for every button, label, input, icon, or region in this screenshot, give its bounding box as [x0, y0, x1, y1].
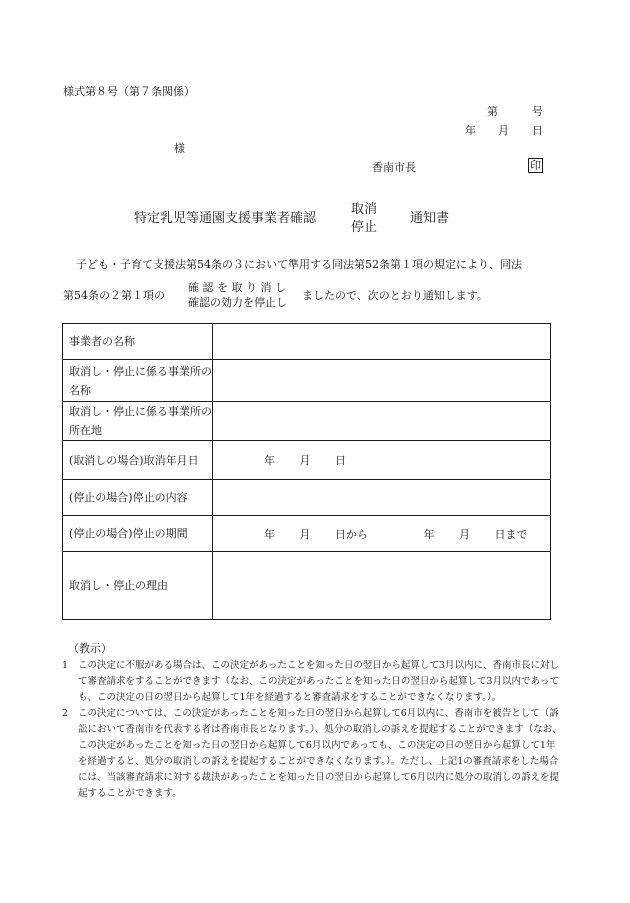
cancel-day-label: 日	[335, 454, 346, 467]
doc-no-prefix: 第	[487, 105, 498, 118]
value-cancel-date[interactable]	[213, 441, 551, 480]
cancel-month-label: 月	[299, 454, 311, 467]
title-option-suspend: 停止	[351, 220, 378, 235]
row-label-facility-address: 取消し・停止に係る事業所の所在地	[63, 402, 213, 441]
title-main: 特定乳児等通園支援事業者確認	[134, 211, 317, 226]
value-facility-address[interactable]	[213, 402, 551, 441]
date-month: 月	[498, 124, 509, 137]
value-facility-name[interactable]	[213, 360, 551, 402]
choice-cancel: 確 認 を 取 り 消 し	[188, 281, 286, 294]
period-end-month-label: 月	[459, 527, 470, 541]
instruction-item	[62, 658, 562, 706]
date-day: 日	[532, 124, 543, 137]
value-business-name[interactable]	[213, 324, 551, 360]
body-line-2-prefix: 第54条の２第１項の	[63, 289, 165, 302]
table-row	[63, 516, 551, 552]
instruction-number: 1	[62, 660, 69, 671]
row-label-facility-name: 取消し・停止に係る事業所の名称	[63, 360, 213, 402]
period-start-day-label: 日から	[335, 527, 368, 541]
period-end-year-label: 年	[423, 527, 435, 541]
row-label-reason: 取消し・停止の理由	[63, 552, 213, 620]
table-row	[63, 360, 551, 402]
table-row	[63, 402, 551, 441]
table-row	[63, 480, 551, 516]
issuer-name: 香南市長	[372, 161, 416, 174]
title-suffix: 通知書	[410, 211, 450, 226]
instructions-section	[62, 641, 562, 802]
row-label-suspend-period: (停止の場合)停止の期間	[63, 516, 213, 552]
instruction-number: 2	[62, 708, 69, 719]
instruction-item	[62, 706, 562, 802]
title-option-cancel: 取消	[351, 202, 378, 217]
table-row	[63, 441, 551, 480]
period-start-month-label: 月	[299, 527, 311, 541]
notice-table	[62, 323, 551, 620]
period-start-year-label: 年	[264, 527, 275, 541]
instruction-text: この決定に不服がある場合は、この決定があったことを知った日の翌日から起算して3月以内に、香南市長に対して審査請求をすることができます（なお、この決定があったことを知った日の翌日から起算して3月以内であっても、この決定の日の翌日から起算して1年を経過すると審査請求をすることができなくなります。）。	[78, 660, 559, 703]
value-suspend-period[interactable]	[213, 516, 551, 552]
row-label-suspend-content: (停止の場合)停止の内容	[63, 480, 213, 516]
body-line-2-suffix: ましたので、次のとおり通知します。	[302, 289, 488, 302]
doc-no-suffix: 号	[532, 105, 543, 118]
cancel-year-label: 年	[264, 454, 275, 467]
table-row	[63, 552, 551, 620]
row-label-business-name: 事業者の名称	[63, 324, 213, 360]
seal-mark: 印	[530, 159, 541, 172]
period-end-day-label: 日まで	[494, 527, 528, 541]
value-reason[interactable]	[213, 552, 551, 620]
date-year: 年	[465, 124, 476, 137]
table-row	[63, 324, 551, 360]
body-line-1: 子ども・子育て支援法第54条の３において準用する同法第52条第１項の規定により、同法	[76, 258, 522, 271]
value-suspend-content[interactable]	[213, 480, 551, 516]
addressee-suffix: 様	[174, 142, 185, 155]
choice-suspend: 確認の効力を停止し	[188, 296, 287, 309]
instructions-heading: （教示）	[68, 642, 112, 655]
row-label-cancel-date: (取消しの場合)取消年月日	[63, 441, 213, 480]
form-number: 様式第８号（第７条関係）	[63, 85, 195, 98]
instruction-text: この決定については、この決定があったことを知った日の翌日から起算して6月以内に、香南市を被告として（訴訟において香南市を代表する者は香南市長となります。）、処分の取消しの訴えを提起することができます（なお、この決定があったことを知った日の翌日から起算して6月以内であっても、この決定の日の翌日から起算して1年を経過すると、処分の取消しの訴えを提起することができなくなります。）。ただし、上記1の審査請求をした場合には、当該審査請求に対する裁決があったことを知った日の翌日から起算して6月以内に処分の取消しの訴えを提起することができます。	[78, 708, 562, 799]
